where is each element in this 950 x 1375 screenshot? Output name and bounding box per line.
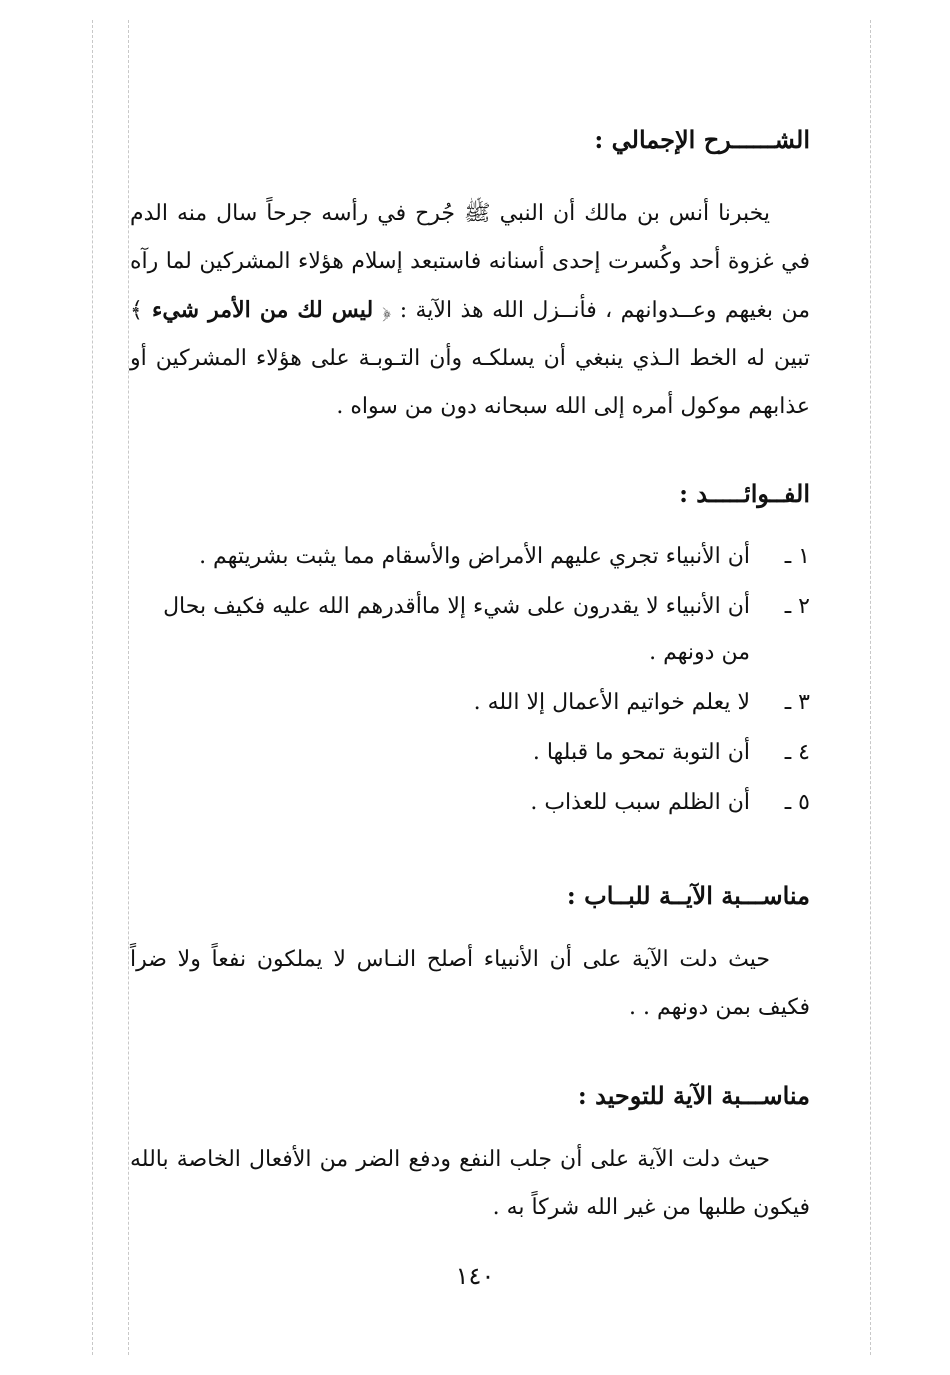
list-item	[130, 730, 810, 776]
benefits-list	[130, 534, 810, 830]
relevance-tawhid-section	[130, 1078, 810, 1114]
relevance-tawhid-body	[130, 1136, 810, 1232]
summary-text-part1: يخبرنا أنس بن مالك أن النبي ﷺ جُرح في رأسه جرحاً سال منه الدم في غزوة أحد وكُسرت إحدى أسنانه فاستبعد إسلام هؤلاء المشركين لما رآه من بغيهم وعــدوانهم ، فأنــزل الله هذ الآية : ﴿	[130, 201, 810, 323]
list-item-text: أن التوبة تمحو ما قبلها .	[532, 740, 750, 765]
relevance-chapter-paragraph: حيث دلت الآية على أن الأنبياء أصلح النـاس لا يملكون نفعاً ولا ضراً فكيف بمن دونهم . .	[130, 947, 810, 1020]
relevance-tawhid-paragraph: حيث دلت الآية على أن جلب النفع ودفع الضر من الأفعال الخاصة بالله فيكون طلبها من غير الله شركاً به .	[130, 1147, 810, 1220]
summary-paragraph	[130, 190, 810, 431]
list-item-text: أن الأنبياء لا يقدرون على شيء إلا ماأقدرهم الله عليه فكيف بحال من دونهم .	[163, 594, 750, 665]
summary-body	[130, 190, 810, 431]
relevance-chapter-section	[130, 878, 810, 914]
list-item-number: ٥ ـ	[784, 790, 810, 815]
list-item	[130, 534, 810, 580]
list-item	[130, 680, 810, 726]
list-item-text: أن الأنبياء تجري عليهم الأمراض والأسقام مما يثبت بشريتهم .	[199, 544, 750, 569]
list-item-text: لا يعلم خواتيم الأعمال إلا الله .	[473, 690, 750, 715]
list-item	[130, 584, 810, 676]
list-item-number: ١ ـ	[784, 544, 810, 569]
list-item-number: ٢ ـ	[784, 594, 810, 619]
quran-quote: ليس لك من الأمر شيء	[142, 297, 383, 323]
benefits-heading: الفــوائـــــد :	[679, 479, 810, 508]
list-item	[130, 780, 810, 826]
page-number: ١٤٠	[455, 1262, 495, 1290]
relevance-chapter-body	[130, 936, 810, 1032]
benefits-section	[130, 476, 810, 512]
list-item-text: أن الظلم سبب للعذاب .	[530, 790, 750, 815]
list-item-number: ٣ ـ	[784, 690, 810, 715]
scan-guide-line	[870, 20, 871, 1355]
list-item-number: ٤ ـ	[784, 740, 810, 765]
summary-section	[130, 122, 810, 158]
relevance-tawhid-heading: مناســـبة الآية للتوحيد :	[577, 1081, 810, 1110]
relevance-chapter-heading: مناســـبة الآيــة للبــاب :	[566, 881, 810, 910]
scan-guide-line	[128, 20, 129, 1355]
summary-text-part2: ﴾ تبين له الخط الـذي ينبغي أن يسلكـه وأن التـوبـة على هؤلاء المشركين أو عذابهم موكول أمره إلى الله سبحانه دون من سواه .	[130, 298, 810, 419]
scan-guide-line	[92, 20, 93, 1355]
summary-heading: الشــــــرح الإجمالي :	[594, 125, 810, 154]
